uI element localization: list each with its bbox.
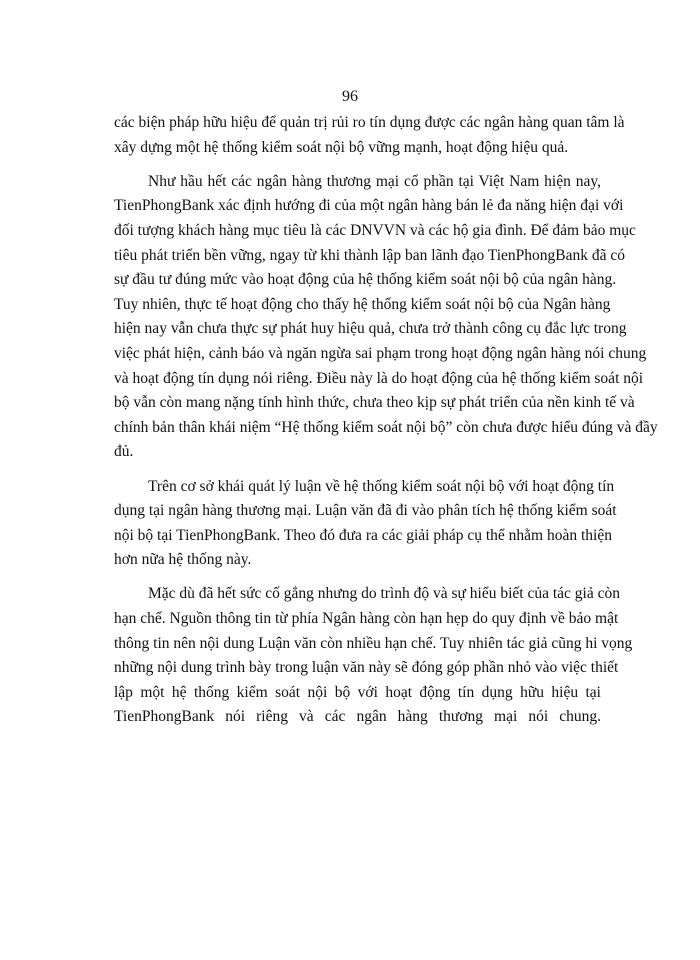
paragraph-4	[114, 582, 633, 730]
text-line: dụng tại ngân hàng thương mại. Luận văn đã đi vào phân tích hệ thống kiểm soát	[114, 502, 617, 520]
paragraph-2	[114, 170, 658, 465]
text-line: Như hầu hết các ngân hàng thương mại cổ phần tại Việt Nam hiện nay,	[148, 172, 601, 190]
text-line: lập một hệ thống kiểm soát nội bộ với hoạt động tín dụng hữu hiệu tại	[114, 683, 601, 701]
text-line: việc phát hiện, cảnh báo và ngăn ngừa sai phạm trong hoạt động ngân hàng nói chung	[114, 344, 647, 362]
text-line: Mặc dù đã hết sức cố gắng nhưng do trình độ và sự hiểu biết của tác giả còn	[148, 585, 620, 603]
text-line: TienPhongBank nói riêng và các ngân hàng thương mại nói chung.	[114, 708, 601, 726]
paragraph-3	[114, 475, 617, 573]
text-line: những nội dung trình bày trong luận văn này sẽ đóng góp phần nhỏ vào việc thiết	[114, 659, 619, 677]
text-line: đối tượng khách hàng mục tiêu là các DNVVN và các hộ gia đình. Để đảm bảo mục	[114, 221, 636, 239]
page-number: 96	[342, 88, 358, 105]
text-line: nội bộ tại TienPhongBank. Theo đó đưa ra các giải pháp cụ thể nhằm hoàn thiện	[114, 526, 612, 544]
text-line: Tuy nhiên, thực tế hoạt động cho thấy hệ thống kiểm soát nội bộ của Ngân hàng	[114, 295, 611, 313]
text-line: bộ vẫn còn mang nặng tính hình thức, chưa theo kịp sự phát triển của nền kinh tế và	[114, 394, 635, 412]
text-line: thông tin nên nội dung Luận văn còn nhiều hạn chế. Tuy nhiên tác giả cũng hi vọng	[114, 634, 633, 652]
text-line: chính bản thân khái niệm “Hệ thống kiểm soát nội bộ” còn chưa được hiểu đúng và đầy	[114, 418, 658, 436]
body-text	[114, 111, 658, 730]
text-line: Trên cơ sở khái quát lý luận về hệ thống kiểm soát nội bộ với hoạt động tín	[148, 477, 615, 495]
text-line: các biện pháp hữu hiệu để quản trị rủi ro tín dụng được các ngân hàng quan tâm là	[114, 114, 625, 131]
text-line: tiêu phát triển bền vững, ngay từ khi thành lập ban lãnh đạo TienPhongBank đã có	[114, 246, 626, 264]
text-line: đủ.	[114, 443, 134, 461]
text-line: xây dựng một hệ thống kiểm soát nội bộ vững mạnh, hoạt động hiệu quả.	[114, 138, 569, 156]
text-line: sự đầu tư đúng mức vào hoạt động của hệ thống kiểm soát nội bộ của ngân hàng.	[114, 271, 617, 289]
text-line: và hoạt động tín dụng nói riêng. Điều này là do hoạt động của hệ thống kiểm soát nội	[114, 369, 644, 387]
text-line: hạn chế. Nguồn thông tin từ phía Ngân hàng còn hạn hẹp do quy định về bảo mật	[114, 610, 619, 628]
text-line: TienPhongBank xác định hướng đi của một ngân hàng bán lẻ đa năng hiện đại với	[114, 197, 624, 215]
text-line: hiện nay vẫn chưa thực sự phát huy hiệu quả, chưa trở thành công cụ đắc lực trong	[114, 320, 627, 338]
text-line: hơn nữa hệ thống này.	[114, 551, 252, 569]
paragraph-1	[114, 111, 625, 160]
